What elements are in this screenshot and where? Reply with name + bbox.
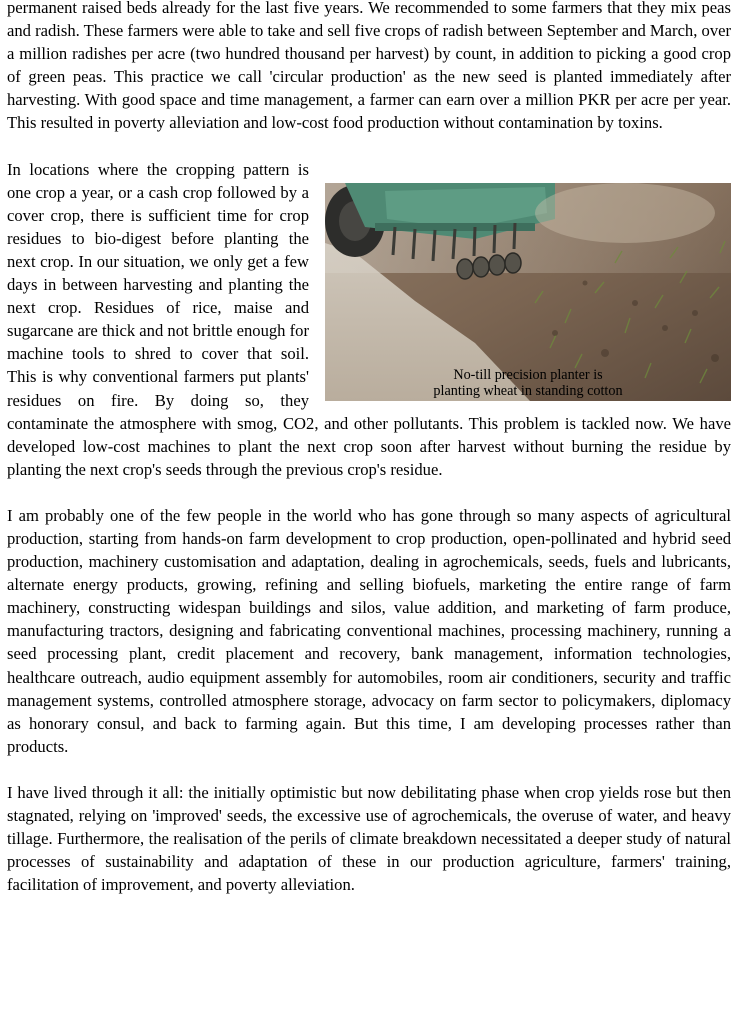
paragraph-gap	[7, 758, 731, 781]
caption-line-1: No-till precision planter is	[453, 366, 603, 383]
caption-line-2: planting wheat in standing cotton	[433, 383, 623, 400]
no-till-planter-photo	[325, 183, 731, 401]
paragraph-circular-production: permanent raised beds already for the last five years. We recommended to some farmers that they mix peas and radish. These farmers were able to take and sell five crops of radish between September and March, over a million radishes per acre (two hundred thousand per harvest) by count, in addition to picking a good crop of green peas. This practice we call 'circular production' as the new seed is planted immediately after harvesting. With good space and time management, a farmer can earn over a million PKR per acre per year. This resulted in poverty alleviation and low-cost food production without contamination by toxins.	[7, 0, 732, 133]
paragraph-residue-management: In locations where the cropping pattern is one crop a year, or a cash crop followed by a cover crop, there is sufficient time for crop residues to bio-digest before planting the next crop. In our situation, we only get a few days in between harvesting and planting the next crop. Residues of rice, maise and sugarcane are thick and not brittle enough for machine tools to shred to cover that soil. This is why conventional farmers put plants' residues on fire. By doing so, they contaminate the atmosphere with smog, CO2, and other pollutants. This problem is tackled now. We have developed low-cost machines to plant the next crop soon after harvest without burning the residue by planting the next crop's seeds through the previous crop's residue.	[7, 159, 731, 479]
paragraph-lived-through: I have lived through it all: the initially optimistic but now debilitating phase when crop yields rose but then stagnated, relying on 'improved' seeds, the excessive use of agrochemicals, the overuse of water, and heavy tillage. Furthermore, the realisation of the perils of climate breakdown necessitated a deeper study of natural processes of sustainability and adaptation of these in our production agriculture, farmers' training, facilitation of improvement, and poverty alleviation.	[7, 782, 731, 895]
document-page	[7, 0, 731, 896]
paragraph-gap	[7, 481, 731, 504]
figure-caption	[325, 367, 731, 400]
paragraph-gap	[7, 135, 731, 158]
paragraph-experience: I am probably one of the few people in the world who has gone through so many aspects of agricultural production, starting from hands-on farm development to crop production, open-pollinated and hybrid seed production, machinery customisation and adaptation, dealing in agrochemicals, seeds, fuels and lubricants, alternate energy products, growing, refining and selling biofuels, marketing the entire range of farm machinery, constructing widespan buildings and silos, value addition, and marketing of farm produce, manufacturing tractors, designing and fabricating conventional machines, processing machinery, running a seed processing plant, credit placement and recovery, bank management, information technologies, healthcare outreach, audio equipment assembly for automobiles, room air conditioners, security and traffic management systems, controlled atmosphere storage, advocacy on farm sector to policymakers, diplomacy as honorary consul, and back to farming again. But this time, I am developing processes rather than products.	[7, 505, 731, 756]
